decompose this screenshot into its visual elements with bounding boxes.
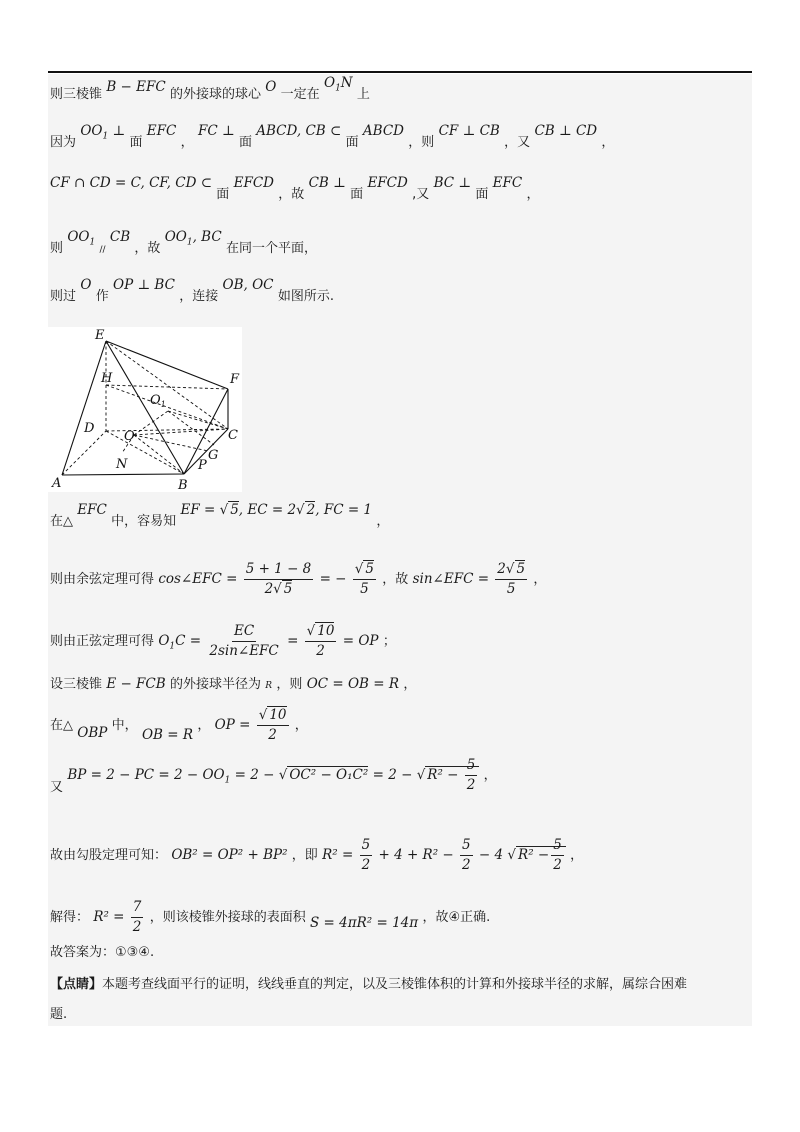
answer-line: 故答案为：①③④. <box>50 945 155 960</box>
text-line-12: 故由勾股定理可知： OB² = OP² + BP² ，即 R² = $\frac{5}{2}$ + 4 + R² − $\frac{5}{2}$ − 4 √ R² − $\frac{5}{2}$ ， <box>50 837 584 873</box>
line-O1C <box>168 411 228 429</box>
label-G: G <box>208 448 219 463</box>
pyramid-diagram <box>48 327 242 492</box>
fraction-b: $\frac{5}{2}$ <box>462 837 471 873</box>
label-C: C <box>228 428 238 443</box>
label-E: E <box>95 328 105 343</box>
line-OC <box>134 429 228 435</box>
label-O: O <box>124 429 135 444</box>
fraction-sin: $\frac{2√ 5}{5}$ <box>497 561 526 597</box>
label-D: D <box>84 421 95 436</box>
text-line-1: 则三棱锥 B − EFC 的外接球的球心 O 一定在 $O_1N$ 上 <box>50 75 370 102</box>
fraction-a: $\frac{5}{2}$ <box>361 837 371 873</box>
text-line-10: 在△ OBP 中， OB = R ， OP = $\frac{√ 10}{2}$ ， <box>50 707 308 743</box>
label-N: N <box>116 457 128 472</box>
fraction-ec: $\frac{EC}{\text{2sin∠EFC}}$ <box>209 623 279 659</box>
edge-EB <box>106 341 184 474</box>
comment-line-2: 题. <box>50 1007 68 1022</box>
label-H: H <box>101 371 113 386</box>
line-HF <box>106 385 228 389</box>
fraction-neg-root5: $\frac{√ 5}{5}$ <box>354 561 374 597</box>
fraction-c: $\frac{5}{2}$ <box>553 837 562 873</box>
text-line-5: 则过 O 作 OP ⊥ BC ，连接 OB, OC 如图所示. <box>50 277 334 304</box>
edge-AD <box>62 431 106 475</box>
edge-EC <box>106 341 228 429</box>
fraction-seven-half: $\frac{7}{2}$ <box>132 899 142 935</box>
fraction-op: $\frac{√ 10}{2}$ <box>258 707 287 743</box>
fraction-cos: $\frac{5 + 1 - 8}{2√ 5}$ <box>245 561 312 597</box>
label-B: B <box>178 478 188 492</box>
text-line-9: 设三棱锥 E − FCB 的外接球半径为 R ，则 OC = OB = R ， <box>50 676 417 692</box>
text-line-13: 解得： R² = $\frac{7}{2}$ ，则该棱锥外接球的表面积 S = 4πR² = 14π ，故④正确. <box>50 899 491 935</box>
line-OO1 <box>134 411 168 435</box>
fraction-root10: $\frac{√ 10}{2}$ <box>306 623 335 659</box>
line-HC <box>106 385 228 429</box>
header-rule <box>48 71 752 73</box>
text-line-6: 在△ EFC 中，容易知 EF = √ 5, EC = 2√ 2, FC = 1 ， <box>50 502 390 529</box>
label-A: A <box>52 476 62 491</box>
comment-bracket: 【点睛】 <box>50 977 103 992</box>
pyramid-figure <box>48 327 242 492</box>
label-O1: $O_1$ <box>150 393 166 409</box>
label-P: P <box>198 458 207 473</box>
edge-AB <box>62 474 184 475</box>
label-F: F <box>230 372 240 387</box>
fraction-five-half: $\frac{5}{2}$ <box>466 757 476 793</box>
edge-EF <box>106 341 228 389</box>
line-OB <box>134 435 184 474</box>
comment-line: 【点睛】本题考查线面平行的证明，线线垂直的判定，以及三棱锥体积的计算和外接球半径的求解，属综合困难 <box>50 977 688 992</box>
text-line-4: 则 $OO_1$ // CB ，故 $OO_1$, BC 在同一个平面， <box>50 229 317 256</box>
text-line-3: CF ∩ CD = C, CF, CD ⊂ 面 EFCD ，故 CB ⊥ 面 EFCD ,又 BC ⊥ 面 EFC ， <box>50 175 540 202</box>
text-line-2: 因为 $OO_1$ ⊥ 面 EFC ， FC ⊥ 面 ABCD, CB ⊂ 面 ABCD ，则 CF ⊥ CB ，又 CB ⊥ CD ， <box>50 123 615 150</box>
text-line-8: 则由正弦定理可得 $O_1C$ = $\frac{EC}{\text{2sin∠EFC}}$ = $\frac{√ 10}{2}$ = OP ； <box>50 623 396 659</box>
text-line-7: 则由余弦定理可得 cos∠EFC = $\frac{5 + 1 - 8}{2√ 5}$ = − $\frac{√ 5}{5}$ ，故 sin∠EFC = $\frac{2√ 5}{5}$ ， <box>50 561 547 597</box>
edge-EA <box>62 341 106 475</box>
text-line-11: 又 BP = 2 − PC = $2 - OO_1 = 2$ − √ OC² − O₁C² = 2 − √ R² − $\frac{5}{2}$ ， <box>50 757 497 795</box>
content-panel <box>48 74 752 1026</box>
